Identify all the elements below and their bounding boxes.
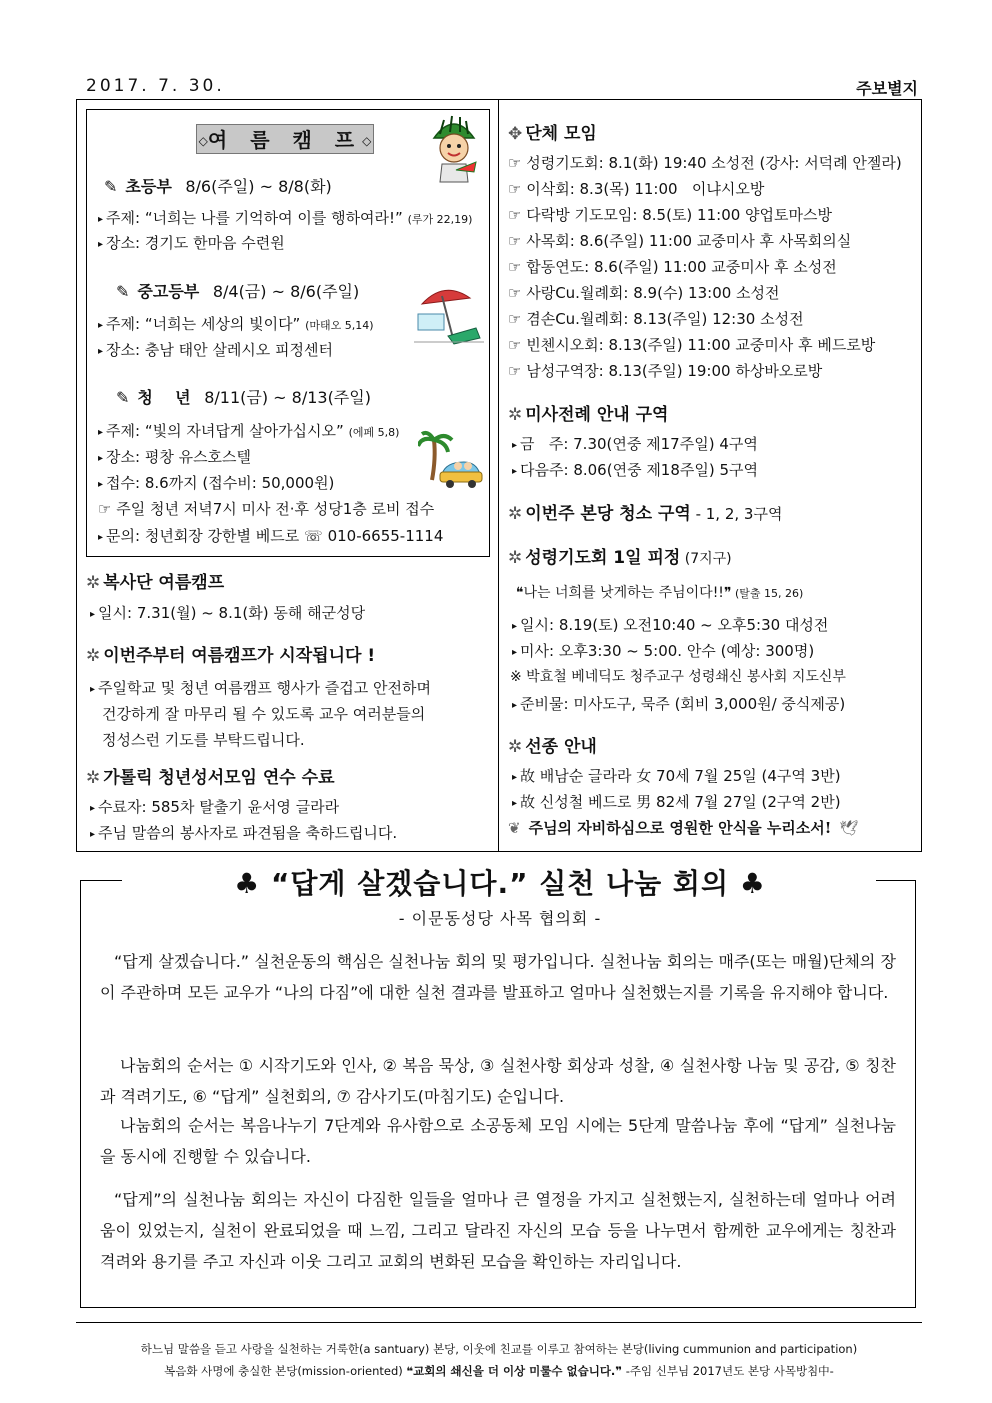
diamond-icon: ◇ (362, 134, 372, 148)
camp-theme: ▸ 주제: “너희는 나를 기억하여 이를 행하여라!” (루가 22,19) (98, 208, 472, 230)
pointing-hand-icon: ☞ (508, 154, 527, 172)
meeting-item: ☞ 합동연도: 8.6(주일) 11:00 교중미사 후 소성전 (508, 258, 837, 276)
camp-start-title: ✲ 이번주부터 여름캠프가 시작됩니다 ! (86, 646, 376, 666)
meeting-item: ☞ 다락방 기도모임: 8.5(토) 11:00 양업토마스방 (508, 206, 832, 224)
meeting-item: ☞ 성령기도회: 8.1(화) 19:40 소성전 (강사: 서덕례 안젤라) (508, 154, 902, 172)
pointing-hand-icon: ☞ (508, 310, 527, 328)
obituary-prayer: ❦ 주님의 자비하심으로 영원한 안식을 누리소서! 🕊 (508, 819, 859, 837)
summer-camp-title-text: 여 름 캠 프 (207, 128, 363, 152)
retreat-line: ▸ 미사: 오후3:30 ~ 5:00. 안수 (예상: 300명) (512, 641, 814, 663)
pointing-hand-icon: ☞ (508, 206, 527, 224)
mass-guide-line: ▸ 금 주: 7.30(연중 제17주일) 4구역 (512, 434, 758, 456)
triangle-bullet-icon: ▸ (512, 647, 518, 658)
bulletin-date: 2017. 7. 30. (86, 76, 225, 96)
triangle-bullet-icon: ▸ (98, 239, 104, 250)
obituary-line: ▸ 故 신성철 베드로 男 82세 7월 27일 (2구역 2반) (512, 792, 841, 814)
camp-place: ▸ 장소: 평창 유스호스텔 (98, 447, 251, 469)
sparkle-icon: ✥ (508, 124, 523, 144)
pointing-hand-icon: ☞ (508, 258, 527, 276)
altar-servers-title: ✲ 복사단 여름캠프 (86, 573, 225, 593)
pencil-icon: ✎ (104, 177, 118, 196)
asterisk-icon: ✲ (508, 737, 523, 757)
footer-motto-line: 복음화 사명에 충실한 본당(mission-oriented) ❝교회의 쇄신을 더 이상 미룰수 없습니다.❞ -주임 신부님 2017년도 본당 사목방침中- (164, 1364, 834, 1378)
practice-paragraph: “답게 살겠습니다.” 실천운동의 핵심은 실천나눔 회의 및 평가입니다. 실천나눔 회의는 매주(또는 매월)단체의 장이 주관하며 모든 교우가 “나의 다짐”에 대한 실천 결과를 발표하고 얼마나 실천했는지를 기록을 유지해야 합니다. (100, 952, 896, 1002)
asterisk-icon: ✲ (86, 768, 101, 788)
dove-icon: 🕊 (839, 819, 859, 837)
practice-paragraph: 나눔회의 순서는 ① 시작기도와 인사, ② 복음 묵상, ③ 실천사항 회상과 성찰, ④ 실천사항 나눔 및 공감, ⑤ 칭찬과 격려기도, ⑥ “답게” 실천회의, ⑦ 감사기도(마침기도) 순입니다. (100, 1056, 896, 1106)
beach-umbrella-illustration (414, 286, 484, 346)
triangle-bullet-icon: ▸ (512, 772, 518, 783)
pointing-hand-icon: ☞ (508, 180, 527, 198)
retreat-title: ✲ 성령기도회 1일 피정 (7지구) (508, 548, 732, 568)
camp-group-elementary: ✎ 초등부 8/6(주일) ~ 8/8(화) (104, 177, 332, 196)
practice-paragraph: 나눔회의 순서는 복음나누기 7단계와 유사함으로 소공동체 모임 시에는 5단계 말씀나눔 후에 “답게” 실천나눔을 동시에 진행할 수 있습니다. (100, 1116, 896, 1166)
practice-box-topline (876, 880, 916, 881)
diamond-icon: ◇ (198, 134, 208, 148)
triangle-bullet-icon: ▸ (90, 609, 96, 620)
obituary-line: ▸ 故 배남순 글라라 女 70세 7월 25일 (4구역 3반) (512, 766, 841, 788)
pencil-icon: ✎ (116, 388, 130, 407)
meeting-item: ☞ 겸손Cu.월례회: 8.13(주일) 12:30 소성전 (508, 310, 804, 328)
camp-fee: ▸ 접수: 8.6까지 (접수비: 50,000원) (98, 473, 334, 495)
retreat-note: ※ 박효철 베네딕도 청주교구 성령쇄신 봉사회 지도신부 (510, 669, 846, 685)
footer-vision-line: 하느님 말씀을 듣고 사랑을 실천하는 거룩한(a santuary) 본당, 이웃에 친교를 이루고 참여하는 본당(living cummunion and participation) (140, 1342, 858, 1356)
triangle-bullet-icon: ▸ (98, 427, 104, 438)
mass-guide-line: ▸ 다음주: 8.06(연중 제18주일) 5구역 (512, 460, 758, 482)
group-meetings-title: ✥ 단체 모임 (508, 124, 597, 144)
asterisk-icon: ✲ (508, 548, 523, 568)
triangle-bullet-icon: ▸ (90, 829, 96, 840)
triangle-bullet-icon: ▸ (512, 798, 518, 809)
triangle-bullet-icon: ▸ (98, 532, 104, 543)
camp-registration-note: ☞ 주일 청년 저녁7시 미사 전·후 성당1층 로비 접수 (98, 500, 435, 518)
watermelon-kid-illustration (428, 112, 480, 184)
retreat-line: ▸ 일시: 8.19(토) 오전10:40 ~ 오후5:30 대성전 (512, 615, 828, 637)
triangle-bullet-icon: ▸ (512, 700, 518, 711)
palm-tree-car-illustration (418, 430, 484, 492)
camp-theme: ▸ 주제: “빛의 자녀답게 살아가십시오” (에페 5,8) (98, 421, 399, 443)
obituary-title: ✲ 선종 안내 (508, 737, 597, 757)
pointing-hand-icon: ☞ (508, 362, 527, 380)
camp-theme: ▸ 주제: “너희는 세상의 빛이다” (마태오 5,14) (98, 314, 374, 336)
triangle-bullet-icon: ▸ (512, 440, 518, 451)
camp-place: ▸ 장소: 경기도 한마음 수련원 (98, 233, 285, 255)
mass-guide-title: ✲ 미사전례 안내 구역 (508, 405, 669, 425)
camp-place: ▸ 장소: 충남 태안 살레시오 피정센터 (98, 340, 333, 362)
column-divider (498, 100, 499, 852)
bible-study-line: ▸ 주님 말씀의 봉사자로 파견됨을 축하드립니다. (90, 823, 397, 845)
pointing-hand-icon: ☞ (508, 336, 527, 354)
summer-camp-title (196, 124, 374, 154)
triangle-bullet-icon: ▸ (512, 466, 518, 477)
triangle-bullet-icon: ▸ (98, 346, 104, 357)
footer-rule (76, 1322, 922, 1323)
retreat-supplies: ▸ 준비물: 미사도구, 묵주 (회비 3,000원/ 중식제공) (512, 694, 845, 716)
meeting-item: ☞ 빈첸시오회: 8.13(주일) 11:00 교중미사 후 베드로방 (508, 336, 876, 354)
meeting-item: ☞ 이삭회: 8.3(목) 11:00 이냐시오방 (508, 180, 765, 198)
camp-group-young-adult: ✎ 청 년 8/11(금) ~ 8/13(주일) (116, 388, 371, 407)
meeting-item: ☞ 사목회: 8.6(주일) 11:00 교중미사 후 사목회의실 (508, 232, 852, 250)
asterisk-icon: ✲ (86, 646, 101, 666)
triangle-bullet-icon: ▸ (90, 684, 96, 695)
bulletin-title: 주보별지 (856, 79, 918, 98)
retreat-quote: ❝나는 너희를 낫게하는 주님이다!!❞ (탈출 15, 26) (516, 585, 804, 601)
bible-study-line: ▸ 수료자: 585차 탈출기 윤서영 글라라 (90, 797, 339, 819)
practice-title: ♣ “답게 살겠습니다.” 실천 나눔 회의 ♣ (234, 867, 766, 900)
triangle-bullet-icon: ▸ (98, 453, 104, 464)
triangle-bullet-icon: ▸ (98, 479, 104, 490)
camp-start-line: ▸ 주일학교 및 청년 여름캠프 행사가 즐겁고 안전하며 (90, 675, 431, 703)
meeting-item: ☞ 남성구역장: 8.13(주일) 19:00 하상바오로방 (508, 362, 823, 380)
triangle-bullet-icon: ▸ (98, 320, 104, 331)
pencil-icon: ✎ (116, 282, 130, 301)
practice-subtitle: - 이문동성당 사목 협의회 - (398, 909, 602, 928)
meeting-item: ☞ 사랑Cu.월례회: 8.9(수) 13:00 소성전 (508, 284, 780, 302)
triangle-bullet-icon: ▸ (512, 621, 518, 632)
bible-study-title: ✲ 가톨릭 청년성서모임 연수 수료 (86, 768, 335, 788)
triangle-bullet-icon: ▸ (98, 214, 104, 225)
camp-dates: 8/4(금) ~ 8/6(주일) (212, 282, 360, 301)
asterisk-icon: ✲ (508, 504, 523, 524)
triangle-bullet-icon: ▸ (90, 803, 96, 814)
pointing-hand-icon: ☞ (508, 284, 527, 302)
practice-paragraph: “답게”의 실천나눔 회의는 자신이 다짐한 일들을 얼마나 큰 열정을 가지고 실천했는지, 실천하는데 얼마나 어려움이 있었는지, 실천이 완료되었을 때 느낌, 그리고 달라진 자신의 모습 등을 나누면서 함께한 교우에게는 칭찬과 격려와 용기를 주고 자신과 이웃 그리고 교회의 변화된 모습을 확인하는 자리입니다. (100, 1190, 896, 1271)
feather-icon: ❦ (508, 819, 521, 837)
camp-contact: ▸ 문의: 청년회장 강한별 베드로 ☏ 010-6655-1114 (98, 526, 443, 548)
cleaning-area: ✲ 이번주 본당 청소 구역 - 1, 2, 3구역 (508, 504, 783, 524)
pointing-hand-icon: ☞ (508, 232, 527, 250)
altar-servers-line: ▸ 일시: 7.31(월) ~ 8.1(화) 동해 해군성당 (90, 603, 365, 625)
camp-start-line: 정성스런 기도를 부탁드립니다. (102, 731, 305, 749)
asterisk-icon: ✲ (86, 573, 101, 593)
camp-dates: 8/11(금) ~ 8/13(주일) (204, 388, 371, 407)
asterisk-icon: ✲ (508, 405, 523, 425)
camp-start-line: 건강하게 잘 마무리 될 수 있도록 교우 여러분들의 (102, 705, 426, 723)
camp-group-youth: ✎ 중고등부 8/4(금) ~ 8/6(주일) (116, 282, 360, 301)
camp-dates: 8/6(주일) ~ 8/8(화) (185, 177, 332, 196)
practice-box-topline (80, 880, 122, 881)
